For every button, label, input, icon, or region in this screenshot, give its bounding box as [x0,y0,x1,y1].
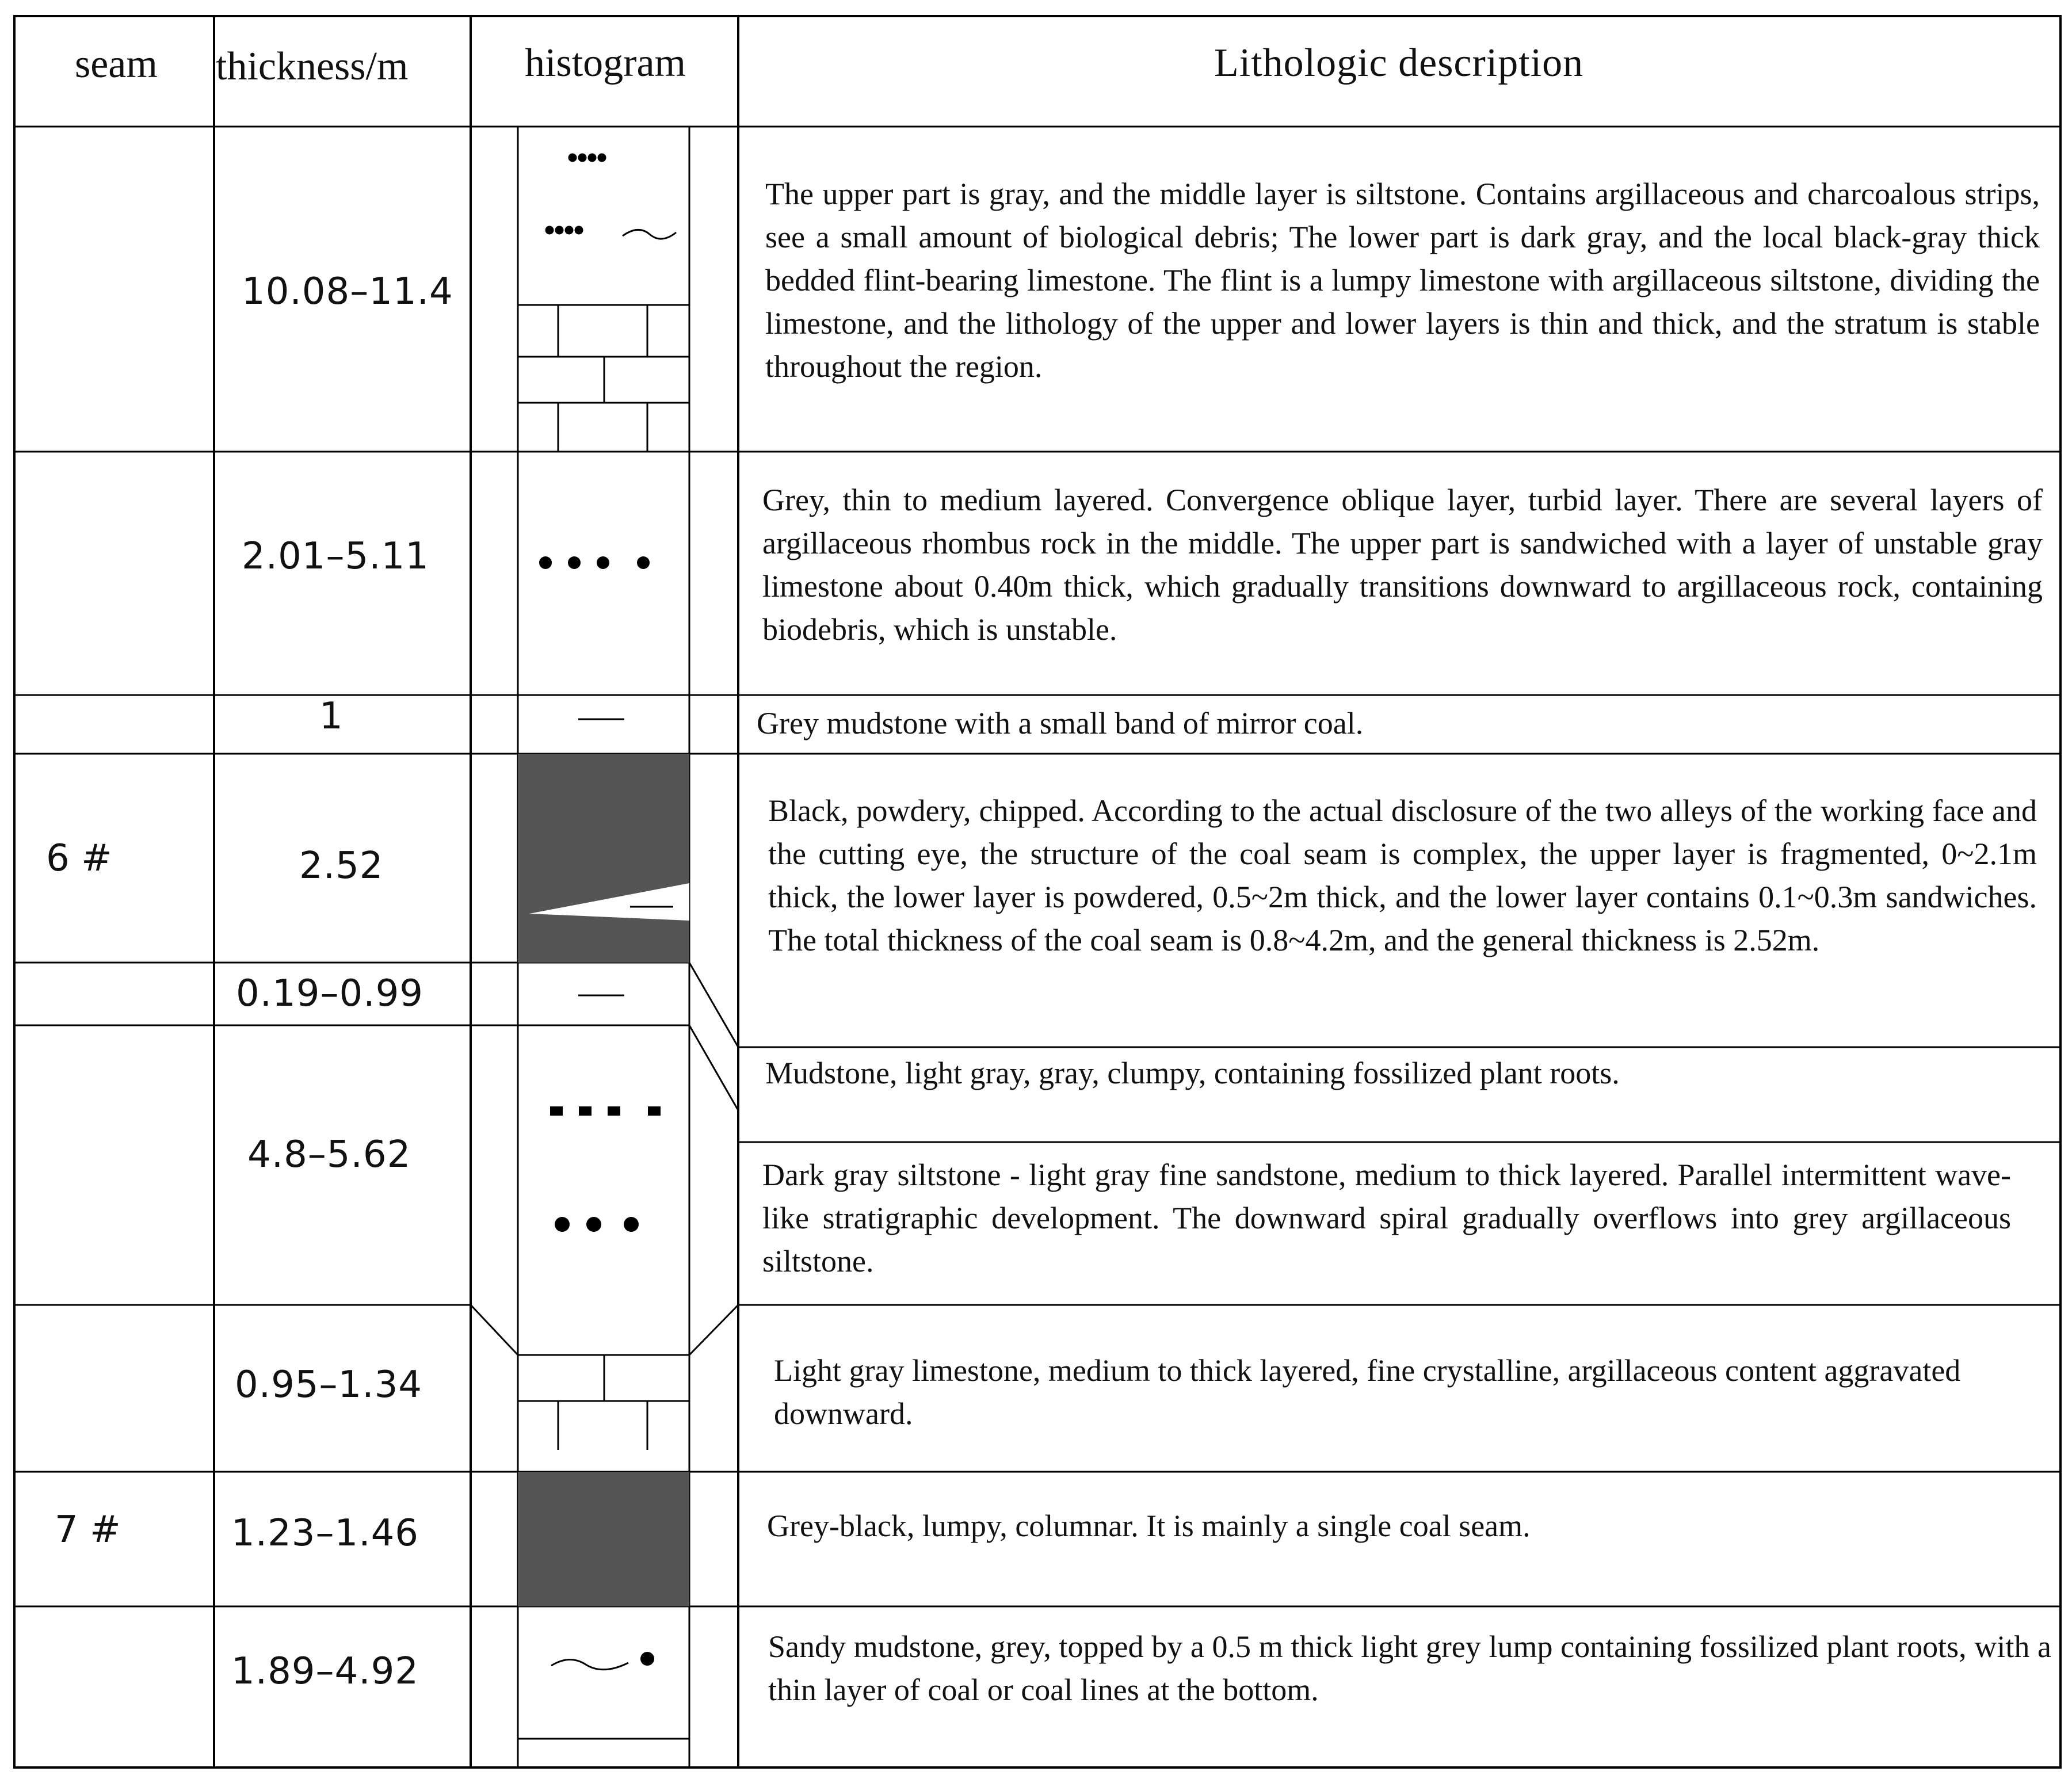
histogram-row-9-pattern [551,1652,654,1670]
row-1-thickness: 10.08–11.4 [242,270,453,313]
histogram-row-7-limestone [518,1355,689,1450]
row-9-description: Sandy mudstone, grey, topped by a 0.5 m thick light grey lump containing fossilized plant roots, with a thin layer of coal or coal lines at the bottom. [768,1629,2051,1707]
row-9-thickness: 1.89–4.92 [231,1650,419,1693]
histogram-row-1-pattern [518,154,689,452]
row-1-description: The upper part is gray, and the middle layer is siltstone. Contains argillaceous and charcoalous strips, see a small amount of biological debris; The lower part is dark gray, and the local black-gray thick bedded flint-bearing limestone. The flint is a lumpy limestone with argillaceous siltstone, dividing the limestone, and the lithology of the upper and lower layers is thin and thick, and the stratum is stable throughout the region. [765,177,2040,384]
row-8-seam: 7 # [55,1509,121,1551]
row-2-thickness: 2.01–5.11 [242,535,429,578]
header-seam: seam [75,42,158,86]
row-6-thickness: 4.8–5.62 [247,1133,411,1176]
connector-lines [471,963,738,1355]
header-lithologic-description: Lithologic description [1214,41,1584,85]
row-8-thickness: 1.23–1.46 [231,1512,419,1555]
header-histogram: histogram [525,41,686,85]
row-5-description: Mudstone, light gray, gray, clumpy, containing fossilized plant roots. [765,1056,1620,1090]
row-3-description: Grey mudstone with a small band of mirror coal. [757,706,1364,740]
row-7-description: Light gray limestone, medium to thick layered, fine crystalline, argillaceous content aggravated downward. [774,1353,1961,1431]
row-7-thickness: 0.95–1.34 [235,1364,422,1406]
row-8-description: Grey-black, lumpy, columnar. It is mainly a single coal seam. [767,1509,1531,1543]
row-5-thickness: 0.19–0.99 [236,972,423,1015]
row-6-description: Dark gray siltstone - light gray fine sandstone, medium to thick layered. Parallel intermittent wave-like stratigraphic development. The downward spiral gradually overflows into grey argillaceous siltstone. [762,1158,2011,1278]
row-4-thickness: 2.52 [299,845,384,887]
histogram-row-2-pattern [539,556,650,569]
histogram-row-6-pattern [550,1106,661,1232]
row-4-seam: 6 # [46,837,112,880]
histogram-row-8-coal [518,1472,689,1606]
row-2-description: Grey, thin to medium layered. Convergence oblique layer, turbid layer. There are several layers of argillaceous rhombus rock in the middle. The upper part is sandwiched with a layer of unstable gray limestone about 0.40m thick, which gradually transitions downward to argillaceous rock, containing biodebris, which is unstable. [762,483,2043,647]
row-3-thickness: 1 [319,695,344,738]
row-4-description: Black, powdery, chipped. According to the actual disclosure of the two alleys of the working face and the cutting eye, the structure of the coal seam is complex, the upper layer is fragmented, 0~2.1m thick, the lower layer is powdered, 0.5~2m thick, and the lower layer contains 0.1~0.3m sandwiches. The total thickness of the coal seam is 0.8~4.2m, and the general thickness is 2.52m. [768,793,2037,957]
histogram-row-4-coal [518,754,689,963]
header-thickness: thickness/m [216,44,409,89]
